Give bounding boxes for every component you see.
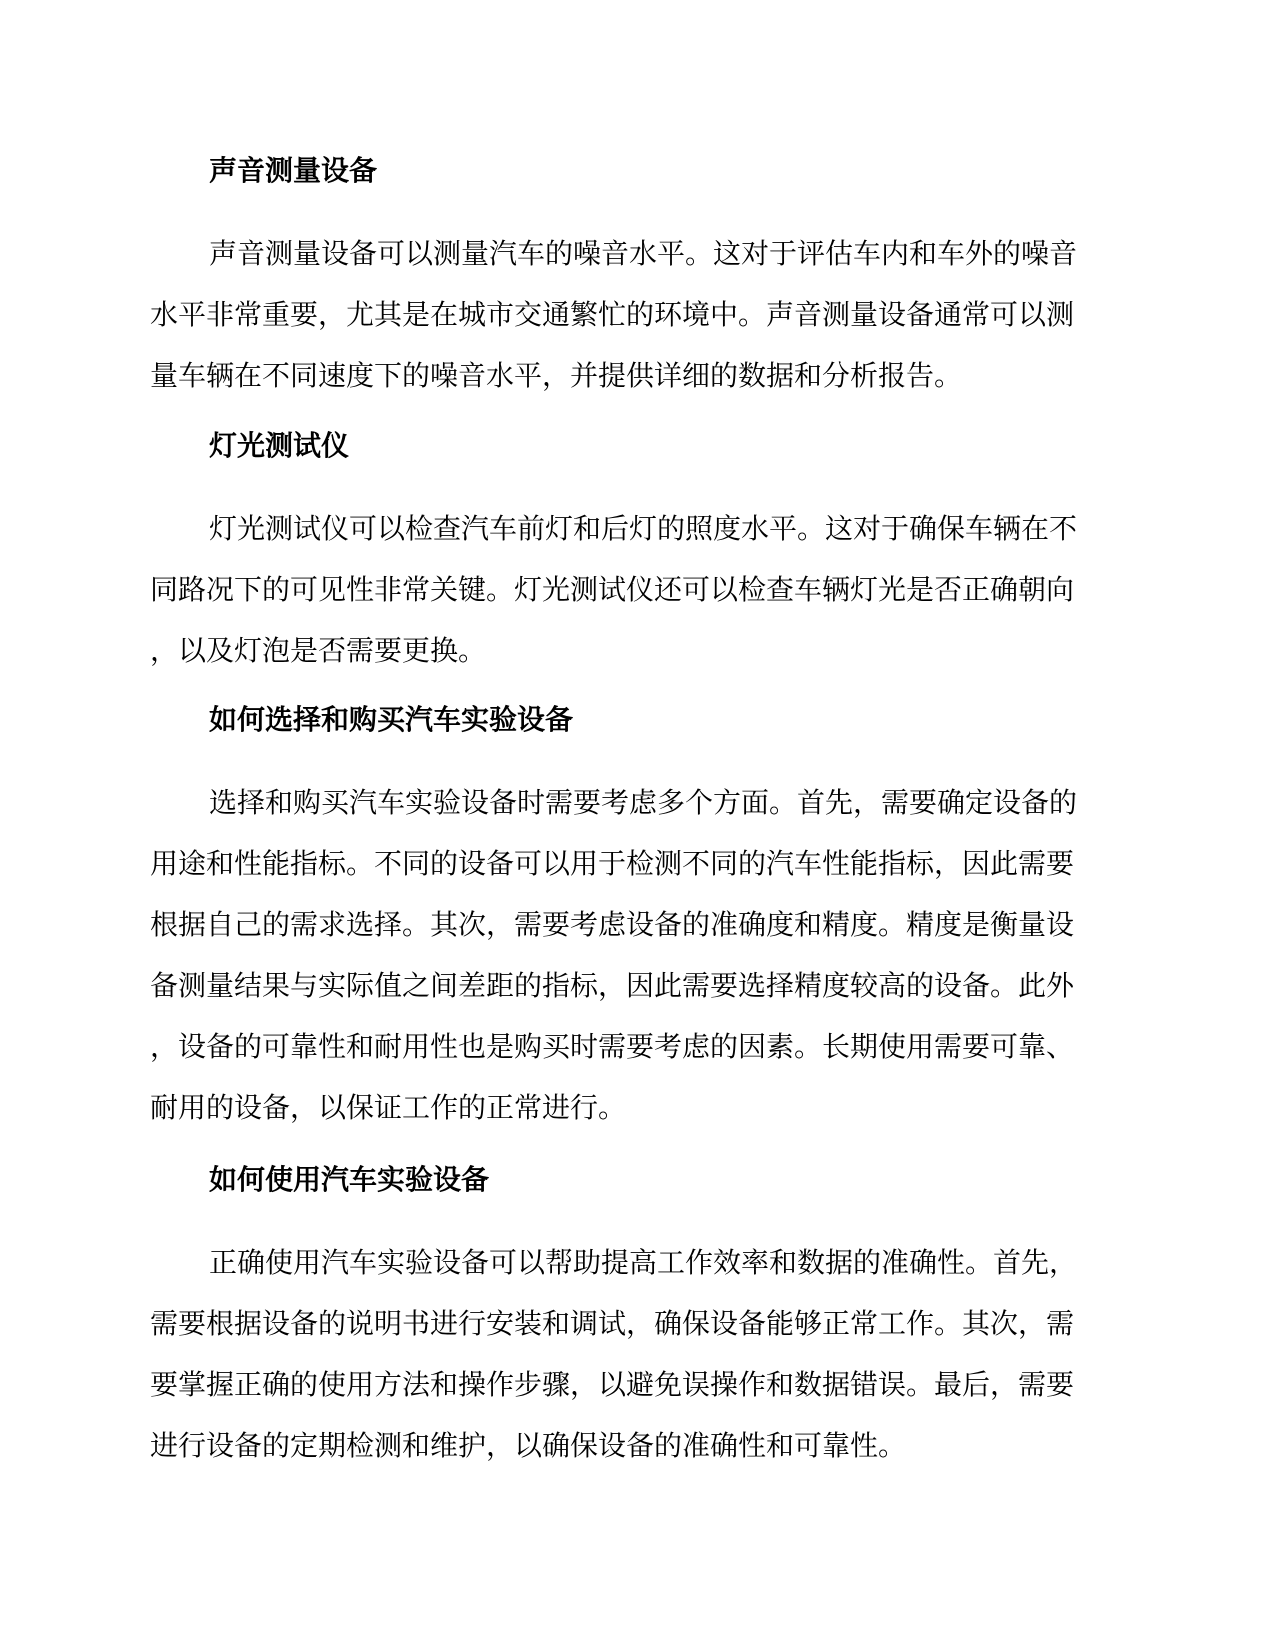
paragraph-line: 水平非常重要，尤其是在城市交通繁忙的环境中。声音测量设备通常可以测: [150, 298, 1075, 331]
paragraph-line: 备测量结果与实际值之间差距的指标，因此需要选择精度较高的设备。此外: [150, 969, 1075, 1002]
paragraph-line: 同路况下的可见性非常关键。灯光测试仪还可以检查车辆灯光是否正确朝向: [150, 573, 1075, 606]
paragraph-line: 声音测量设备可以测量汽车的噪音水平。这对于评估车内和车外的噪音: [209, 237, 1078, 270]
section-paragraph: [150, 498, 1115, 681]
paragraph-line: 进行设备的定期检测和维护，以确保设备的准确性和可靠性。: [150, 1429, 907, 1462]
section-heading: 声音测量设备: [209, 154, 378, 187]
paragraph-line: 耐用的设备，以保证工作的正常进行。: [150, 1091, 627, 1124]
section-paragraph: [150, 223, 1115, 406]
paragraph-line: 选择和购买汽车实验设备时需要考虑多个方面。首先，需要确定设备的: [209, 786, 1078, 819]
paragraph-line: 灯光测试仪可以检查汽车前灯和后灯的照度水平。这对于确保车辆在不: [209, 512, 1078, 545]
paragraph-line: 用途和性能指标。不同的设备可以用于检测不同的汽车性能指标，因此需要: [150, 847, 1075, 880]
paragraph-line: 要掌握正确的使用方法和操作步骤，以避免误操作和数据错误。最后，需要: [150, 1368, 1075, 1401]
section-paragraph: [150, 1232, 1115, 1476]
paragraph-line: 根据自己的需求选择。其次，需要考虑设备的准确度和精度。精度是衡量设: [150, 908, 1075, 941]
section-heading: 如何使用汽车实验设备: [209, 1163, 490, 1196]
paragraph-line: ，设备的可靠性和耐用性也是购买时需要考虑的因素。长期使用需要可靠、: [150, 1030, 1075, 1063]
section-heading: 灯光测试仪: [209, 429, 350, 462]
paragraph-line: 需要根据设备的说明书进行安装和调试，确保设备能够正常工作。其次，需: [150, 1307, 1075, 1340]
paragraph-line: 正确使用汽车实验设备可以帮助提高工作效率和数据的准确性。首先，: [209, 1246, 1078, 1279]
paragraph-line: 量车辆在不同速度下的噪音水平，并提供详细的数据和分析报告。: [150, 359, 963, 392]
section-heading: 如何选择和购买汽车实验设备: [209, 703, 574, 736]
section-paragraph: [150, 772, 1115, 1138]
paragraph-line: ，以及灯泡是否需要更换。: [150, 634, 487, 667]
